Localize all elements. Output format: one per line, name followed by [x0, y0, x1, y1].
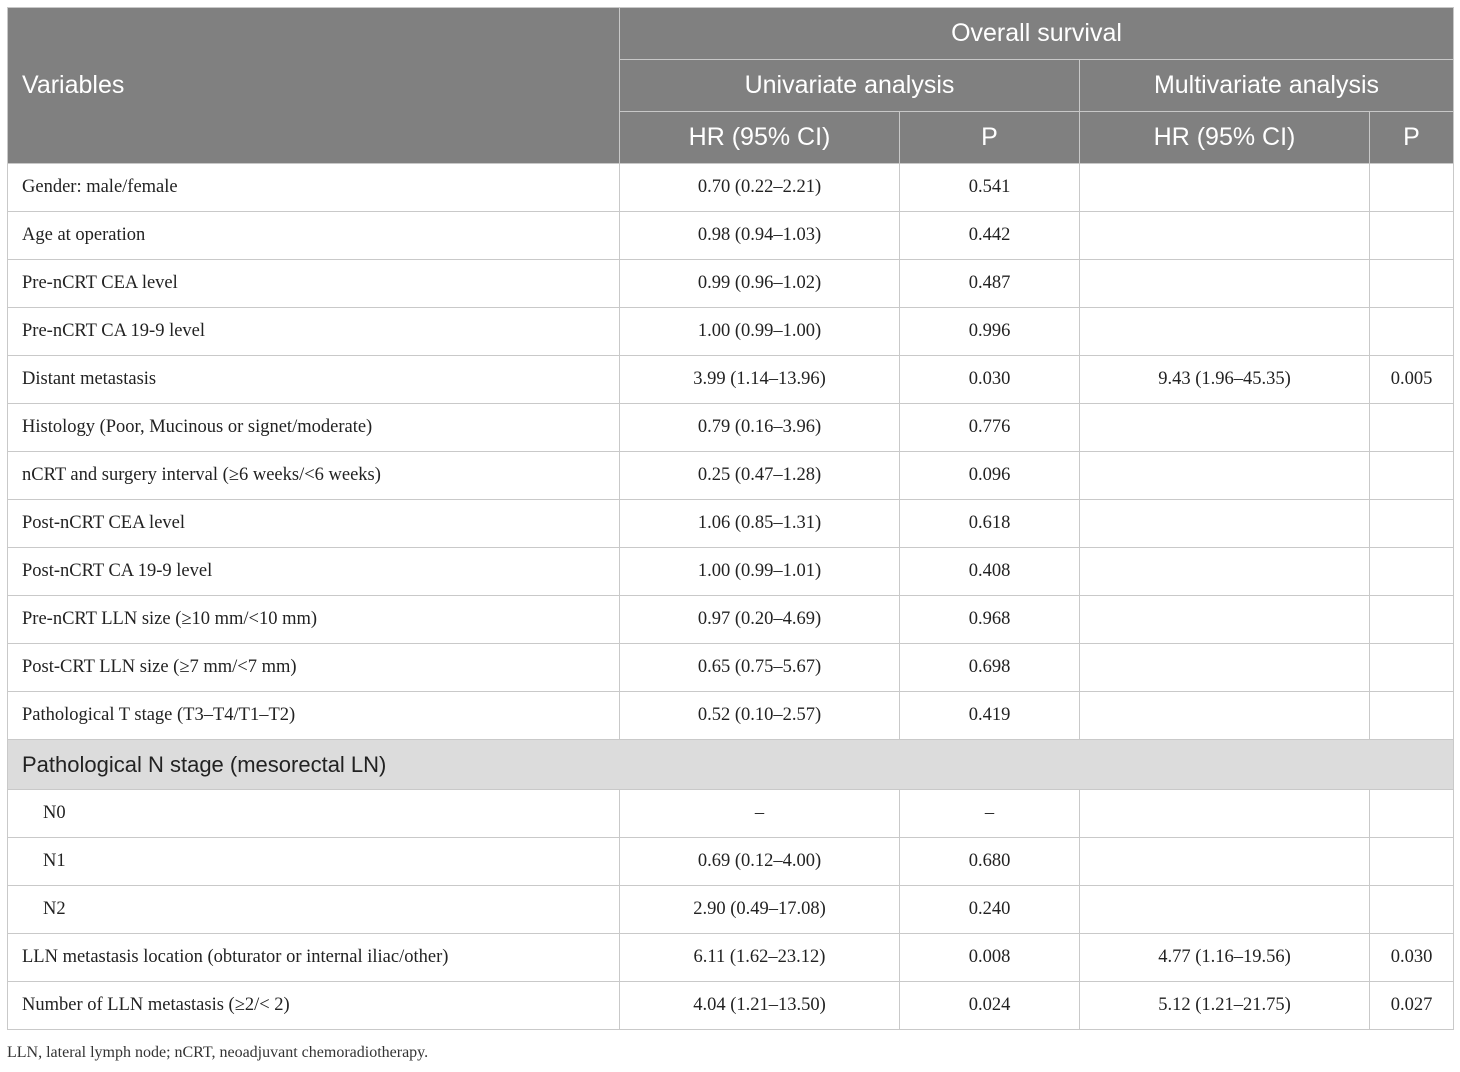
multivariate-hr-cell [1080, 886, 1370, 934]
univariate-hr-cell: 6.11 (1.62–23.12) [620, 934, 900, 982]
univariate-hr-cell: 0.25 (0.47–1.28) [620, 452, 900, 500]
table-row [8, 596, 1454, 644]
table-row [8, 308, 1454, 356]
table-row [8, 164, 1454, 212]
multivariate-hr-cell [1080, 838, 1370, 886]
multivariate-p-cell [1370, 164, 1454, 212]
variable-cell: Histology (Poor, Mucinous or signet/moderate) [8, 404, 620, 452]
univariate-p-cell: 0.008 [900, 934, 1080, 982]
variables-header: Variables [8, 8, 620, 164]
univariate-hr-cell: 0.69 (0.12–4.00) [620, 838, 900, 886]
variable-cell: N0 [8, 790, 620, 838]
table-row [8, 886, 1454, 934]
univariate-hr-cell: – [620, 790, 900, 838]
multivariate-hr-cell [1080, 790, 1370, 838]
multivariate-hr-cell [1080, 500, 1370, 548]
univariate-p-cell: 0.024 [900, 982, 1080, 1030]
multivariate-p-cell [1370, 548, 1454, 596]
multivariate-hr-cell: 9.43 (1.96–45.35) [1080, 356, 1370, 404]
univariate-hr-cell: 4.04 (1.21–13.50) [620, 982, 900, 1030]
multivariate-hr-cell [1080, 260, 1370, 308]
univariate-p-cell: 0.408 [900, 548, 1080, 596]
multivariate-header: Multivariate analysis [1080, 60, 1454, 112]
multivariate-hr-cell [1080, 212, 1370, 260]
table-row [8, 260, 1454, 308]
univariate-hr-cell: 0.97 (0.20–4.69) [620, 596, 900, 644]
univariate-p-cell: – [900, 790, 1080, 838]
variable-cell: Pre-nCRT LLN size (≥10 mm/<10 mm) [8, 596, 620, 644]
variable-cell: N1 [8, 838, 620, 886]
table-row [8, 404, 1454, 452]
table-row [8, 212, 1454, 260]
multivariate-hr-cell [1080, 692, 1370, 740]
multivariate-hr-cell: 4.77 (1.16–19.56) [1080, 934, 1370, 982]
multivariate-hr-cell [1080, 644, 1370, 692]
variable-cell: Post-nCRT CA 19-9 level [8, 548, 620, 596]
table-row [8, 548, 1454, 596]
variable-cell: Age at operation [8, 212, 620, 260]
univariate-p-cell: 0.030 [900, 356, 1080, 404]
univariate-p-cell: 0.096 [900, 452, 1080, 500]
multivariate-hr-cell: 5.12 (1.21–21.75) [1080, 982, 1370, 1030]
univariate-p-cell: 0.698 [900, 644, 1080, 692]
multivariate-p-cell [1370, 692, 1454, 740]
univariate-hr-cell: 0.99 (0.96–1.02) [620, 260, 900, 308]
univariate-hr-cell: 0.65 (0.75–5.67) [620, 644, 900, 692]
univariate-hr-cell: 2.90 (0.49–17.08) [620, 886, 900, 934]
variable-cell: nCRT and surgery interval (≥6 weeks/<6 weeks) [8, 452, 620, 500]
variable-cell: N2 [8, 886, 620, 934]
results-table-container [7, 7, 1453, 1030]
multivariate-p-cell [1370, 644, 1454, 692]
multivariate-p-cell [1370, 886, 1454, 934]
multivariate-p-cell [1370, 404, 1454, 452]
table-row [8, 838, 1454, 886]
univariate-p-cell: 0.968 [900, 596, 1080, 644]
multivariate-p-header: P [1370, 112, 1454, 164]
multivariate-p-cell [1370, 596, 1454, 644]
univariate-hr-cell: 1.06 (0.85–1.31) [620, 500, 900, 548]
variable-cell: Pre-nCRT CEA level [8, 260, 620, 308]
multivariate-p-cell [1370, 500, 1454, 548]
multivariate-p-cell [1370, 838, 1454, 886]
multivariate-p-cell [1370, 790, 1454, 838]
univariate-p-cell: 0.487 [900, 260, 1080, 308]
table-row [8, 356, 1454, 404]
univariate-p-cell: 0.996 [900, 308, 1080, 356]
multivariate-p-cell [1370, 452, 1454, 500]
univariate-header: Univariate analysis [620, 60, 1080, 112]
table-row [8, 452, 1454, 500]
multivariate-p-cell [1370, 212, 1454, 260]
multivariate-hr-cell [1080, 164, 1370, 212]
univariate-hr-cell: 0.98 (0.94–1.03) [620, 212, 900, 260]
table-row [8, 692, 1454, 740]
multivariate-hr-cell [1080, 452, 1370, 500]
table-row [8, 982, 1454, 1030]
univariate-p-cell: 0.541 [900, 164, 1080, 212]
multivariate-p-cell [1370, 260, 1454, 308]
survival-analysis-table [7, 7, 1454, 1030]
multivariate-p-cell: 0.030 [1370, 934, 1454, 982]
univariate-p-header: P [900, 112, 1080, 164]
multivariate-hr-cell [1080, 308, 1370, 356]
variable-cell: Post-CRT LLN size (≥7 mm/<7 mm) [8, 644, 620, 692]
table-header [8, 8, 1454, 164]
univariate-hr-cell: 0.70 (0.22–2.21) [620, 164, 900, 212]
variable-cell: Gender: male/female [8, 164, 620, 212]
section-label: Pathological N stage (mesorectal LN) [8, 740, 1454, 790]
multivariate-p-cell: 0.005 [1370, 356, 1454, 404]
univariate-p-cell: 0.240 [900, 886, 1080, 934]
multivariate-hr-header: HR (95% CI) [1080, 112, 1370, 164]
univariate-p-cell: 0.776 [900, 404, 1080, 452]
table-row [8, 934, 1454, 982]
univariate-hr-cell: 1.00 (0.99–1.01) [620, 548, 900, 596]
variable-cell: Number of LLN metastasis (≥2/< 2) [8, 982, 620, 1030]
variable-cell: Post-nCRT CEA level [8, 500, 620, 548]
variable-cell: Distant metastasis [8, 356, 620, 404]
univariate-p-cell: 0.680 [900, 838, 1080, 886]
variable-cell: Pre-nCRT CA 19-9 level [8, 308, 620, 356]
univariate-hr-header: HR (95% CI) [620, 112, 900, 164]
table-row [8, 500, 1454, 548]
multivariate-hr-cell [1080, 404, 1370, 452]
multivariate-hr-cell [1080, 548, 1370, 596]
multivariate-p-cell: 0.027 [1370, 982, 1454, 1030]
univariate-p-cell: 0.442 [900, 212, 1080, 260]
univariate-p-cell: 0.419 [900, 692, 1080, 740]
table-body [8, 164, 1454, 1030]
univariate-p-cell: 0.618 [900, 500, 1080, 548]
multivariate-hr-cell [1080, 596, 1370, 644]
univariate-hr-cell: 3.99 (1.14–13.96) [620, 356, 900, 404]
table-footnote: LLN, lateral lymph node; nCRT, neoadjuvant chemoradiotherapy. [7, 1044, 429, 1061]
multivariate-p-cell [1370, 308, 1454, 356]
section-row [8, 740, 1454, 790]
variable-cell: Pathological T stage (T3–T4/T1–T2) [8, 692, 620, 740]
univariate-hr-cell: 0.52 (0.10–2.57) [620, 692, 900, 740]
variable-cell: LLN metastasis location (obturator or internal iliac/other) [8, 934, 620, 982]
table-row [8, 790, 1454, 838]
univariate-hr-cell: 1.00 (0.99–1.00) [620, 308, 900, 356]
overall-survival-header: Overall survival [620, 8, 1454, 60]
table-row [8, 644, 1454, 692]
univariate-hr-cell: 0.79 (0.16–3.96) [620, 404, 900, 452]
